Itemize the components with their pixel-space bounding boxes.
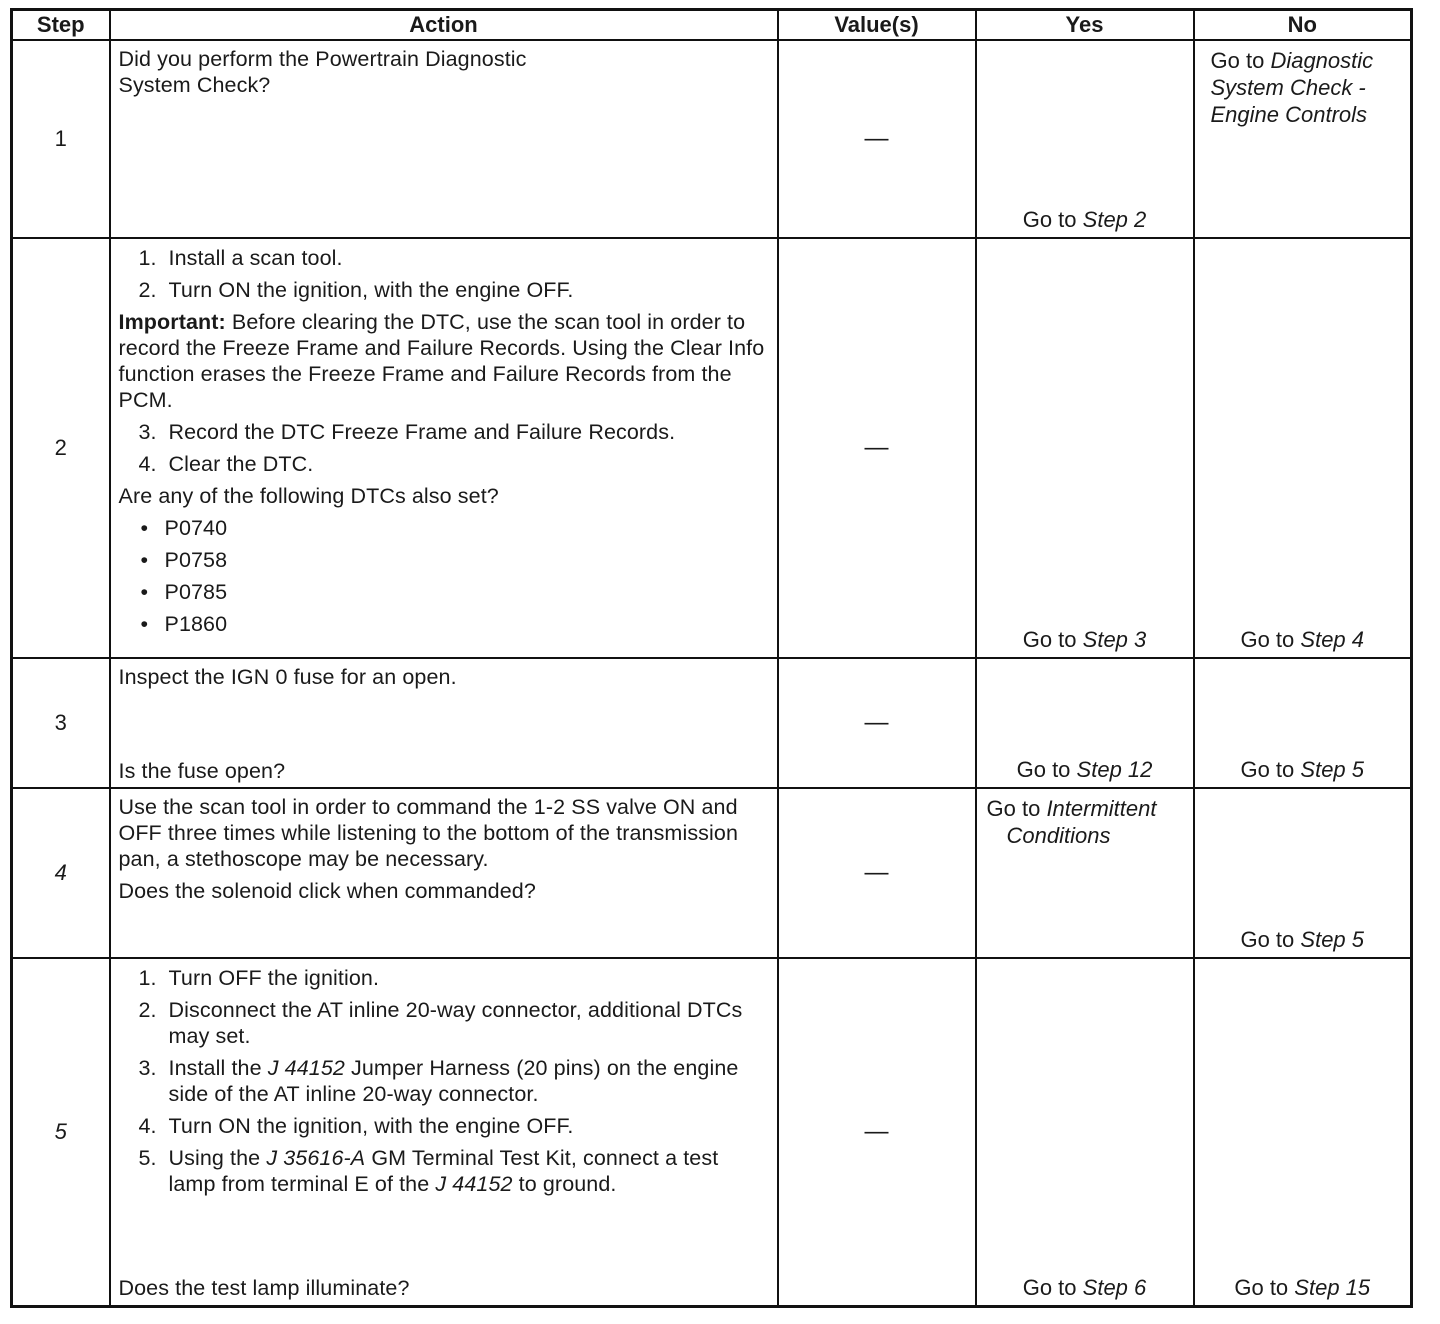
dtc-item: • P0740 bbox=[140, 516, 228, 540]
value-cell: — bbox=[778, 40, 976, 238]
yes-cell bbox=[976, 238, 1194, 658]
value-cell: — bbox=[778, 788, 976, 958]
list-item: 2. Turn ON the ignition, with the engine OFF. bbox=[138, 278, 574, 302]
action-cell bbox=[110, 958, 778, 1306]
yes-cell bbox=[976, 40, 1194, 238]
action-cell bbox=[110, 40, 778, 238]
list-item: 2. Disconnect the AT inline 20-way connector, additional DTCs may set. bbox=[138, 998, 743, 1048]
list-item: 4. Turn ON the ignition, with the engine OFF. bbox=[138, 1114, 574, 1138]
dtc-item: • P0785 bbox=[140, 580, 228, 604]
yes-cell bbox=[976, 958, 1194, 1306]
no-cell bbox=[1194, 40, 1412, 238]
value-cell: — bbox=[778, 238, 976, 658]
action-cell bbox=[110, 238, 778, 658]
no-cell bbox=[1194, 958, 1412, 1306]
value-cell: — bbox=[778, 958, 976, 1306]
list-item: 1. Install a scan tool. bbox=[138, 246, 343, 270]
header-row bbox=[12, 10, 1412, 41]
step-number: 1 bbox=[12, 40, 110, 238]
no-cell bbox=[1194, 658, 1412, 788]
action-question: Is the fuse open? bbox=[118, 759, 286, 783]
yes-goto[interactable]: Go to Step 2 bbox=[1022, 207, 1147, 232]
yes-goto[interactable]: Go to Step 6 bbox=[1022, 1274, 1147, 1300]
important-note: Important: Before clearing the DTC, use the scan tool in order to record the Freeze Frame and Failure Records. Using the Clear Info function erases the Freeze Frame and Failure Records from the PCM. bbox=[118, 310, 765, 412]
no-cell bbox=[1194, 788, 1412, 958]
table-row bbox=[12, 788, 1412, 958]
dtc-item: • P0758 bbox=[140, 548, 228, 572]
no-goto[interactable]: Go to Step 15 bbox=[1234, 1274, 1371, 1300]
no-goto[interactable]: Go to Diagnostic System Check - Engine Controls bbox=[1210, 48, 1374, 127]
table-row bbox=[12, 658, 1412, 788]
no-cell bbox=[1194, 238, 1412, 658]
header-yes: Yes bbox=[976, 10, 1194, 41]
header-step: Step bbox=[12, 10, 110, 41]
action-text: Inspect the IGN 0 fuse for an open. bbox=[118, 665, 457, 689]
header-no: No bbox=[1194, 10, 1412, 41]
action-text: Did you perform the Powertrain Diagnostic System Check? bbox=[118, 47, 527, 97]
yes-goto[interactable]: Go to Step 12 bbox=[1016, 757, 1153, 782]
value-cell: — bbox=[778, 658, 976, 788]
table-row bbox=[12, 958, 1412, 1306]
no-goto[interactable]: Go to Step 5 bbox=[1240, 927, 1365, 952]
action-text: Use the scan tool in order to command the 1-2 SS valve ON and OFF three times while listening to the bottom of the transmission pan, a stethoscope may be necessary. bbox=[118, 795, 739, 871]
yes-goto[interactable]: Go to Step 3 bbox=[1022, 627, 1147, 652]
step-number: 2 bbox=[12, 238, 110, 658]
step-number: 4 bbox=[12, 788, 110, 958]
dtc-item: • P1860 bbox=[140, 612, 228, 636]
diagnostic-table bbox=[10, 8, 1413, 1308]
no-goto[interactable]: Go to Step 5 bbox=[1240, 757, 1365, 782]
action-question: Are any of the following DTCs also set? bbox=[118, 484, 499, 508]
list-item: 4. Clear the DTC. bbox=[138, 452, 314, 476]
list-item: 3. Record the DTC Freeze Frame and Failure Records. bbox=[138, 420, 676, 444]
action-question: Does the solenoid click when commanded? bbox=[118, 879, 536, 903]
action-cell bbox=[110, 658, 778, 788]
no-goto[interactable]: Go to Step 4 bbox=[1240, 627, 1365, 652]
yes-goto[interactable]: Go to Intermittent Conditions bbox=[986, 796, 1157, 848]
action-cell bbox=[110, 788, 778, 958]
table-row bbox=[12, 40, 1412, 238]
header-action: Action bbox=[110, 10, 778, 41]
list-item: 3. Install the J 44152 Jumper Harness (20 pins) on the engine side of the AT inline 20-way connector. bbox=[138, 1056, 739, 1106]
list-item: 1. Turn OFF the ignition. bbox=[138, 966, 380, 990]
list-item: 5. Using the J 35616-A GM Terminal Test Kit, connect a test lamp from terminal E of the J 44152 to ground. bbox=[138, 1146, 719, 1196]
yes-cell bbox=[976, 658, 1194, 788]
table-row bbox=[12, 238, 1412, 658]
header-values: Value(s) bbox=[778, 10, 976, 41]
yes-cell bbox=[976, 788, 1194, 958]
step-number: 5 bbox=[12, 958, 110, 1306]
action-question: Does the test lamp illuminate? bbox=[118, 1276, 410, 1300]
step-number: 3 bbox=[12, 658, 110, 788]
